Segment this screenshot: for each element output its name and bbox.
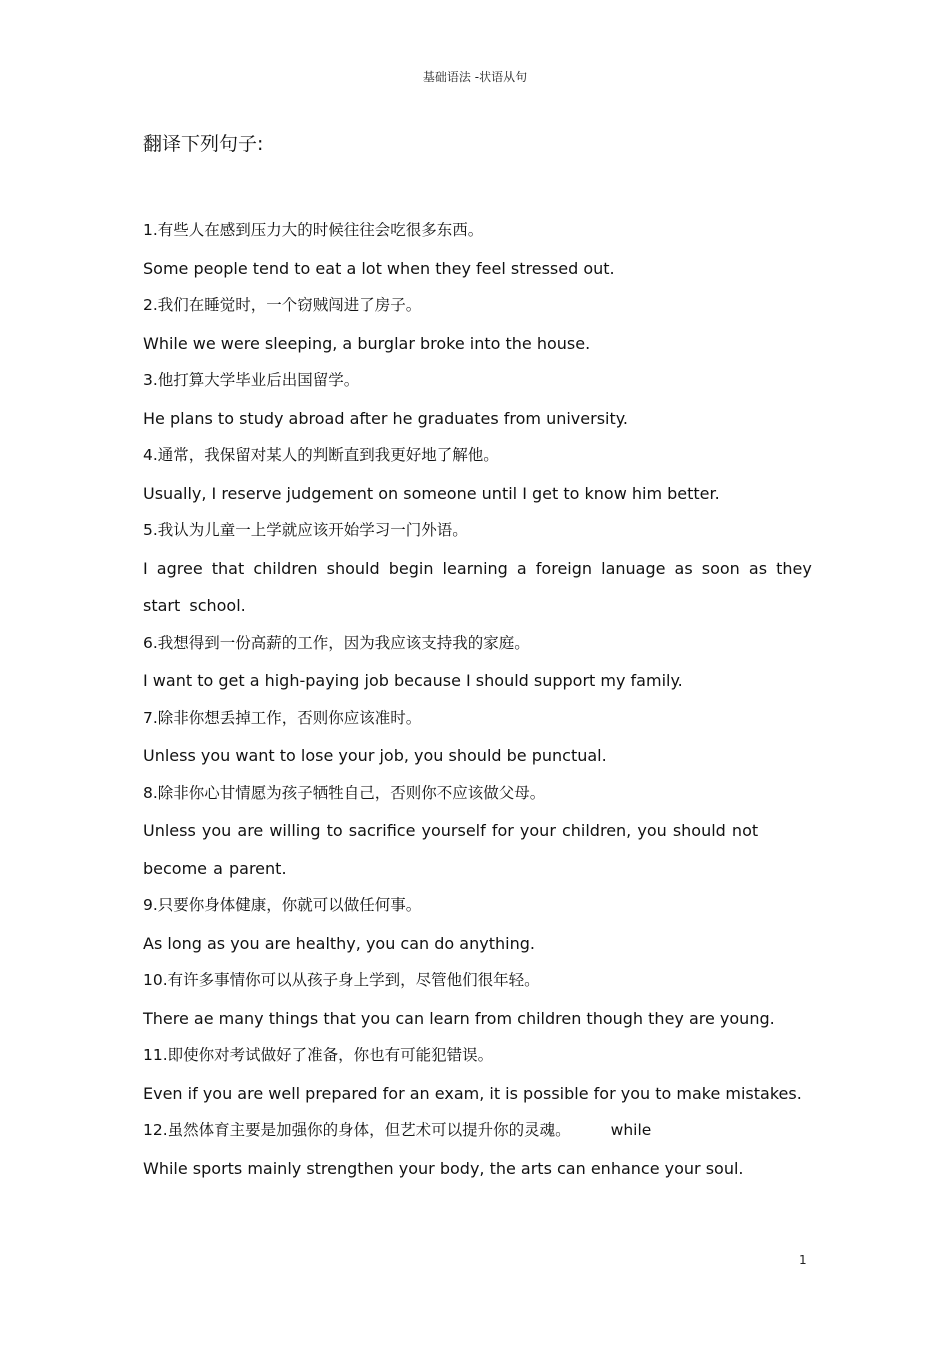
english-translation: While sports mainly strengthen your body, the arts can enhance your soul. bbox=[143, 1158, 744, 1178]
chinese-sentence: 11.即使你对考试做好了准备，你也有可能犯错误。 bbox=[143, 1046, 494, 1064]
exercise-heading: 翻译下列句子: bbox=[143, 133, 264, 155]
translation-item bbox=[143, 287, 813, 362]
chinese-sentence: 5.我认为儿童一上学就应该开始学习一门外语。 bbox=[143, 521, 468, 539]
translation-item bbox=[143, 1112, 813, 1187]
chinese-sentence: 8.除非你心甘情愿为孩子牺牲自己，否则你不应该做父母。 bbox=[143, 783, 546, 802]
chinese-sentence: 2.我们在睡觉时，一个窃贼闯进了房子。 bbox=[143, 296, 422, 314]
page-number: 1 bbox=[799, 1253, 807, 1267]
translation-item bbox=[143, 775, 813, 888]
chinese-sentence: 7.除非你想丢掉工作，否则你应该准时。 bbox=[143, 708, 422, 727]
chinese-sentence: 12.虽然体育主要是加强你的身体，但艺术可以提升你的灵魂。 bbox=[143, 1121, 571, 1139]
translation-item bbox=[143, 212, 813, 287]
english-translation: As long as you are healthy, you can do anything. bbox=[143, 933, 535, 953]
page-header: 基础语法 -状语从句 bbox=[422, 70, 528, 84]
chinese-sentence: 9.只要你身体健康，你就可以做任何事。 bbox=[143, 896, 422, 914]
translation-item bbox=[143, 625, 813, 700]
keyword-hint: while bbox=[610, 1121, 652, 1139]
english-translation: He plans to study abroad after he graduates from university. bbox=[143, 408, 629, 428]
translation-item bbox=[143, 700, 813, 775]
english-translation: While we were sleeping, a burglar broke into the house. bbox=[143, 333, 591, 353]
translation-item bbox=[143, 887, 813, 962]
translation-item bbox=[143, 512, 813, 625]
english-translation: Unless you are willing to sacrifice yourself for your children, you should not become a parent. bbox=[143, 821, 759, 878]
english-translation: There ae many things that you can learn from children though they are young. bbox=[143, 1008, 775, 1028]
translation-item bbox=[143, 1037, 813, 1112]
english-translation: I agree that children should begin learning a foreign lanuage as soon as they start school. bbox=[143, 558, 812, 615]
chinese-sentence: 10.有许多事情你可以从孩子身上学到，尽管他们很年轻。 bbox=[143, 971, 540, 989]
translation-item bbox=[143, 362, 813, 437]
chinese-sentence: 6.我想得到一份高薪的工作，因为我应该支持我的家庭。 bbox=[143, 633, 530, 652]
english-translation: Usually, I reserve judgement on someone until I get to know him better. bbox=[143, 483, 720, 503]
english-translation: I want to get a high-paying job because I should support my family. bbox=[143, 671, 683, 690]
chinese-sentence: 4.通常，我保留对某人的判断直到我更好地了解他。 bbox=[143, 446, 499, 464]
translation-item bbox=[143, 962, 813, 1037]
translation-list bbox=[143, 212, 813, 1187]
english-translation: Even if you are well prepared for an exam, it is possible for you to make mistakes. bbox=[143, 1083, 802, 1103]
english-translation: Unless you want to lose your job, you should be punctual. bbox=[143, 746, 607, 765]
translation-item bbox=[143, 437, 813, 512]
english-translation: Some people tend to eat a lot when they feel stressed out. bbox=[143, 258, 615, 278]
chinese-sentence-row bbox=[143, 1112, 813, 1150]
chinese-sentence: 1.有些人在感到压力大的时候往往会吃很多东西。 bbox=[143, 221, 484, 239]
chinese-sentence: 3.他打算大学毕业后出国留学。 bbox=[143, 371, 360, 389]
